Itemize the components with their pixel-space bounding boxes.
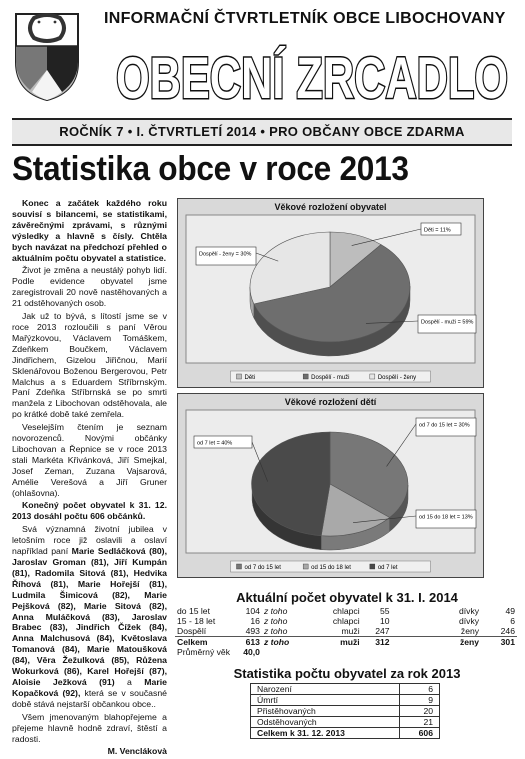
population-cell: 16	[250, 616, 260, 626]
population-table	[175, 606, 517, 657]
population-cell: ženy	[459, 637, 480, 647]
population-cell: 613	[245, 637, 260, 647]
legend-label: Dospělí - ženy	[377, 375, 417, 381]
population-row	[175, 637, 517, 648]
chart-title: Věkové rozložení dětí	[284, 397, 377, 407]
population-cell: 10	[379, 616, 390, 626]
population-cell: chlapci	[332, 616, 360, 626]
average-age-row	[175, 647, 517, 657]
population-title: Aktuální počet obyvatel k 31. I. 2014	[236, 590, 458, 605]
population-cell: 246	[481, 626, 517, 637]
stats-row	[251, 695, 440, 706]
population-cell: z toho	[263, 637, 290, 647]
stats-row	[251, 717, 440, 728]
population-cell: 15 - 18 let	[177, 616, 216, 626]
closing-paragraph: Všem jmenovaným blahopřejeme a přejeme hlavně hodně zdraví, štěstí a radosti.	[12, 711, 167, 744]
population-row	[175, 616, 517, 626]
article-paragraph: Jak už to bývá, s lítostí jsme se v roce 2013 rozloučili s paní Věrou Mařýzkovou, Václavem Tomáškem, Zdeňkem Boučkem, Václavem Jindřichem, Gizelou Jiřičnou, Marií Sklenářovou Boženou Bergerovou, Petr Malchus a s Eduardem Stříbrnským. Paní Zdeňka Stříbrnská se po smrti manžela z Libochovan odstěhovala, ale po krátké době také zemřela.	[12, 311, 167, 420]
population-cell: do 15 let	[177, 606, 210, 616]
stats-value: 606	[400, 728, 440, 739]
legend-swatch	[370, 564, 375, 569]
population-summary: Konečný počet obyvatel k 31. 12. 2013 dosáhl počtu 606 občánků.	[12, 500, 167, 522]
data-label: Děti = 11%	[424, 227, 451, 234]
author-signature: M. Venclákovà	[107, 746, 167, 757]
stats-label: Celkem k 31. 12. 2013	[251, 728, 400, 739]
legend-swatch	[370, 374, 375, 379]
population-cell: ženy	[392, 626, 482, 637]
stats-label: Odstěhovaných	[251, 717, 400, 728]
masthead-text: OBECNÍ ZRCADLO	[116, 46, 508, 110]
stats-value: 20	[400, 706, 440, 717]
population-row	[175, 626, 517, 637]
legend-label: od 7 let	[377, 565, 398, 571]
population-cell: z toho	[263, 606, 288, 616]
population-cell: 312	[375, 637, 390, 647]
population-cell: 493	[232, 626, 262, 637]
pie-chart-svg	[178, 394, 483, 577]
population-cell: z toho	[263, 616, 288, 626]
population-cell: dívky	[459, 606, 480, 616]
population-cell: z toho	[262, 626, 302, 637]
stats-row	[251, 728, 440, 739]
population-cell: 247	[362, 626, 392, 637]
data-label: Dospělí - ženy = 30%	[199, 251, 252, 258]
legend-label: od 15 do 18 let	[311, 565, 351, 571]
legend-label: Děti	[244, 375, 256, 381]
stats-value: 9	[400, 695, 440, 706]
legend-swatch	[303, 374, 308, 379]
article-lead: Konec a začátek každého roku souvisí s bilancemi, se statistikami, závěrečnými zprávami, s různými výsledky a hlavně s čísly. Chtěla bych navázat na předchozí přehled o aktuálním počtu obyvatel a statistice.	[12, 198, 167, 263]
jubilee-paragraph: Svá významná životní jubilea v letošním roce již oslavili a oslaví například paní Marie Sedláčková (80), Jaroslav Groman (81), Jiří Kumpán (81), Radomila Sitová (81), Hedvika Říhová (81), Marie Hořejší (81), Ludmila Šimicová (82), Marie Pejšková (82), Marie Sitová (82), Anna Muláčková (83), Jaroslav Brabec (83), Jindřich Čížek (84), Anna Malchusová (84), Květoslava Tomanová (84), Marie Matoušková (84), Věra Žežulková (85), Růžena Wokurková (86), Karel Hořejší (87), Aloisie Ježková (91) a Marie Kopačková (92), která se v současné době stává nejstarší občankou obce..	[12, 524, 167, 709]
pie-chart-svg	[178, 199, 483, 387]
population-cell: 104	[245, 606, 260, 616]
village-coat-of-arms	[12, 10, 82, 102]
stats-label: Narození	[251, 684, 400, 695]
stats-label: Přistěhovaných	[251, 706, 400, 717]
data-label: od 7 do 15 let = 30%	[419, 422, 470, 429]
legend-swatch	[237, 564, 242, 569]
article-headline: Statistika obce v roce 2013	[12, 150, 409, 188]
average-age-label: Průměrný věk	[177, 647, 231, 657]
legend-swatch	[303, 564, 308, 569]
stats-label: Úmrtí	[251, 695, 400, 706]
population-cell: dívky	[459, 616, 480, 626]
newsletter-subtitle: INFORMAČNÍ ČTVRTLETNÍK OBCE LIBOCHOVANY	[104, 10, 506, 27]
article-body	[12, 198, 167, 759]
population-cell: Dospělí	[175, 626, 232, 637]
population-cell: 301	[500, 637, 515, 647]
chart-children-distribution	[177, 393, 484, 578]
population-cell: 49	[505, 606, 515, 616]
legend-label: Dospělí - muži	[311, 375, 350, 381]
article-paragraph: Veselejším čtením je seznam novorozenců. Novými občánky Libochovan a Řepnice se v roce 2013 stali Markéta Křivánková, Jiří Smejkal, Josef Zeman, Zuzana Vajsarová, Amélie Verešová a Jiří Gruner (ohlašovna).	[12, 422, 167, 498]
legend-swatch	[237, 374, 242, 379]
stats-title: Statistika počtu obyvatel za rok 2013	[233, 666, 461, 681]
population-cell: muži	[302, 626, 362, 637]
population-cell: muži	[340, 637, 360, 647]
chart-age-distribution	[177, 198, 484, 388]
stats-row	[251, 706, 440, 717]
stats-value: 21	[400, 717, 440, 728]
stats-table	[250, 683, 440, 739]
data-label: od 7 let = 40%	[197, 440, 233, 447]
masthead-title	[112, 40, 512, 110]
stats-value: 6	[400, 684, 440, 695]
population-cell: 55	[379, 606, 390, 616]
population-cell: 6	[510, 616, 515, 626]
data-label: Dospělí - muži = 59%	[421, 319, 474, 326]
chart-title: Věkové rozložení obyvatel	[274, 202, 387, 212]
issue-banner: ROČNÍK 7 • I. ČTVRTLETÍ 2014 • PRO OBČANY OBCE ZDARMA	[12, 118, 512, 146]
legend-label: od 7 do 15 let	[244, 565, 281, 571]
article-paragraph: Život je změna a neustálý pohyb lidí. Podle evidence obyvatel jsme zaregistrovali 20 nově nastěhovaných a 21 odstěhovaných osob.	[12, 265, 167, 309]
average-age-value: 40,0	[243, 647, 260, 657]
data-label: od 15 do 18 let = 13%	[419, 514, 473, 521]
population-row	[175, 606, 517, 616]
population-cell: Celkem	[177, 637, 208, 647]
stats-row	[251, 684, 440, 695]
population-cell: chlapci	[332, 606, 360, 616]
